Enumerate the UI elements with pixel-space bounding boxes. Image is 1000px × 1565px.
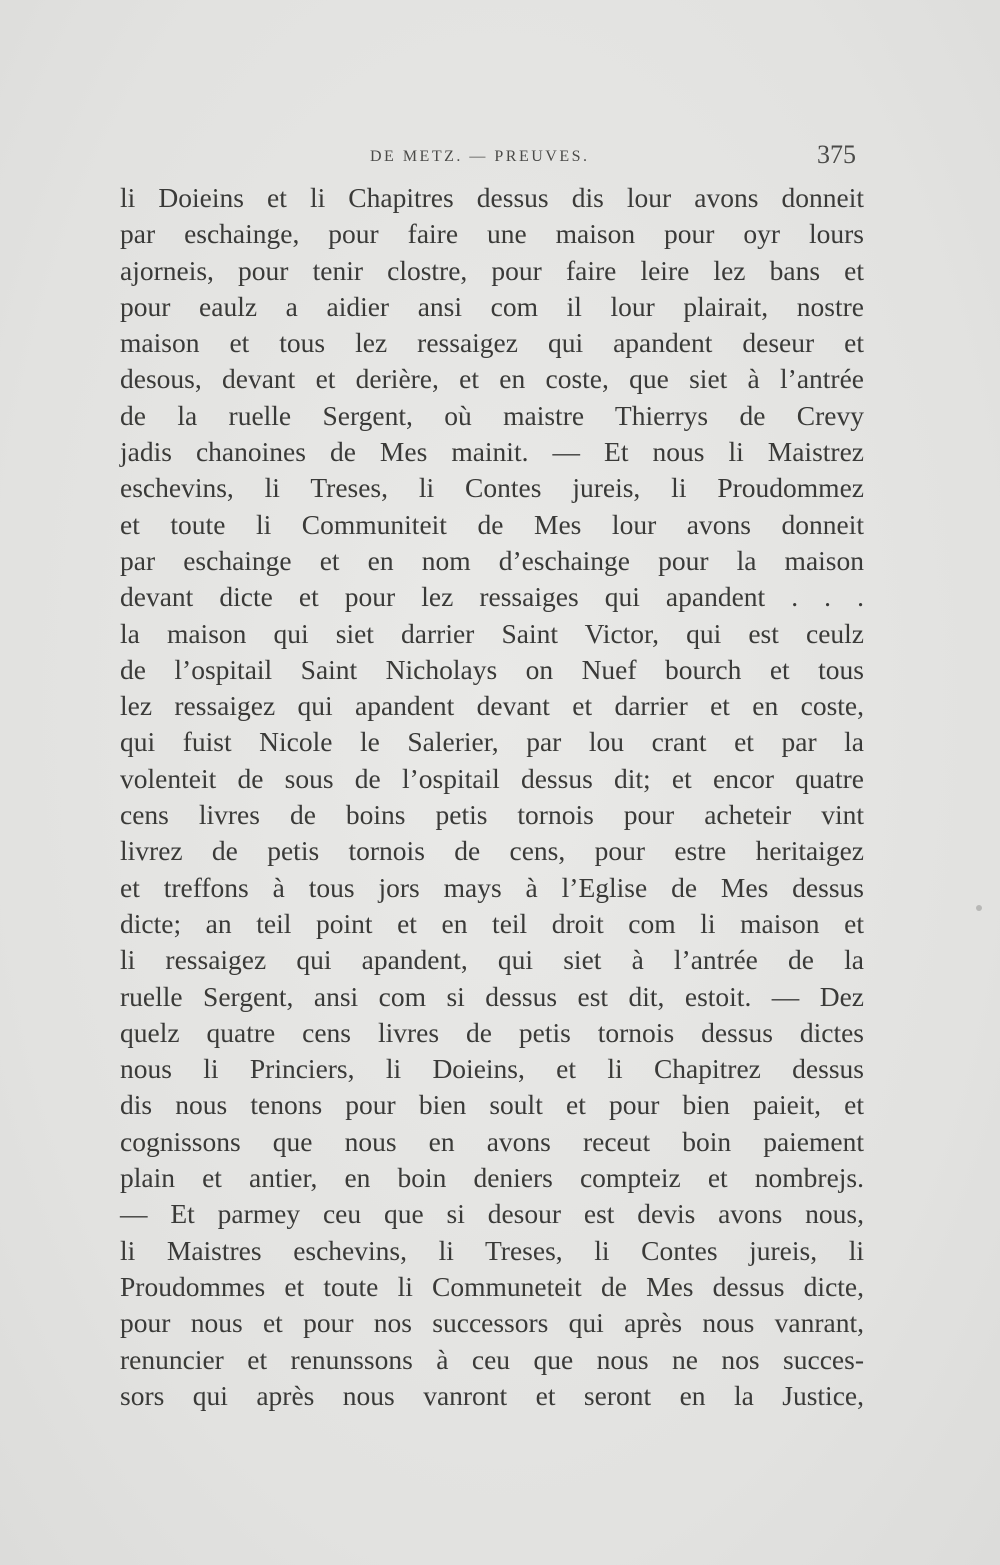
text-line: Proudommes et toute li Communeteit de Mes dessus dicte, xyxy=(120,1270,864,1302)
text-line: plain et antier, en boin deniers compteiz et nombrejs. xyxy=(120,1162,864,1194)
text-line: ruelle Sergent, ansi com si dessus est dit, estoit. — Dez xyxy=(120,980,864,1012)
text-line: eschevins, li Treses, li Contes jureis, li Proudommez xyxy=(120,472,864,504)
body-text xyxy=(120,180,864,1414)
running-head xyxy=(120,140,860,174)
text-line: volenteit de sous de l’ospitail dessus dit; et encor quatre xyxy=(120,762,864,794)
text-line: de l’ospitail Saint Nicholays on Nuef bourch et tous xyxy=(120,653,864,685)
text-line: pour eaulz a aidier ansi com il lour plairait, nostre xyxy=(120,290,864,322)
running-title: DE METZ. — PREUVES. xyxy=(370,148,590,165)
text-line: desous, devant et derière, et en coste, que siet à l’antrée xyxy=(120,363,864,395)
text-line: — Et parmey ceu que si desour est devis avons nous, xyxy=(120,1198,864,1230)
text-line: et toute li Communiteit de Mes lour avons donneit xyxy=(120,508,864,540)
text-line: la maison qui siet darrier Saint Victor, qui est ceulz xyxy=(120,617,864,649)
text-line: jadis chanoines de Mes mainit. — Et nous li Maistrez xyxy=(120,436,864,468)
paper-speck xyxy=(976,905,982,911)
text-line: li Doieins et li Chapitres dessus dis lour avons donneit xyxy=(120,182,864,213)
text-line: par eschainge et en nom d’eschainge pour la maison xyxy=(120,544,864,576)
text-line: ajorneis, pour tenir clostre, pour faire leire lez bans et xyxy=(120,254,864,286)
text-line: pour nous et pour nos successors qui après nous vanrant, xyxy=(120,1307,864,1339)
text-line: qui fuist Nicole le Salerier, par lou crant et par la xyxy=(120,726,864,758)
page-number: 375 xyxy=(817,140,856,169)
text-line: li Maistres eschevins, li Treses, li Contes jureis, li xyxy=(120,1234,864,1266)
text-line: maison et tous lez ressaigez qui apandent deseur et xyxy=(120,327,864,359)
text-line: dicte; an teil point et en teil droit com li maison et xyxy=(120,907,864,939)
text-line: lez ressaigez qui apandent devant et darrier et en coste, xyxy=(120,690,864,722)
text-line: li ressaigez qui apandent, qui siet à l’antrée de la xyxy=(120,944,864,976)
text-line: nous li Princiers, li Doieins, et li Chapitrez dessus xyxy=(120,1053,864,1085)
text-line: livrez de petis tornois de cens, pour estre heritaigez xyxy=(120,835,864,867)
text-line: et treffons à tous jors mays à l’Eglise de Mes dessus xyxy=(120,871,864,903)
text-line: de la ruelle Sergent, où maistre Thierrys de Crevy xyxy=(120,399,864,431)
text-line: quelz quatre cens livres de petis tornois dessus dictes xyxy=(120,1016,864,1048)
text-line: dis nous tenons pour bien soult et pour bien paieit, et xyxy=(120,1089,864,1121)
text-line: sors qui après nous vanront et seront en la Justice, xyxy=(120,1379,864,1411)
text-line: par eschainge, pour faire une maison pour oyr lours xyxy=(120,218,864,250)
text-line: cognissons que nous en avons receut boin paiement xyxy=(120,1125,864,1157)
text-line: cens livres de boins petis tornois pour acheteir vint xyxy=(120,799,864,831)
text-line: devant dicte et pour lez ressaiges qui apandent . . . xyxy=(120,581,864,613)
text-line: renuncier et renunssons à ceu que nous ne nos succes- xyxy=(120,1343,864,1375)
